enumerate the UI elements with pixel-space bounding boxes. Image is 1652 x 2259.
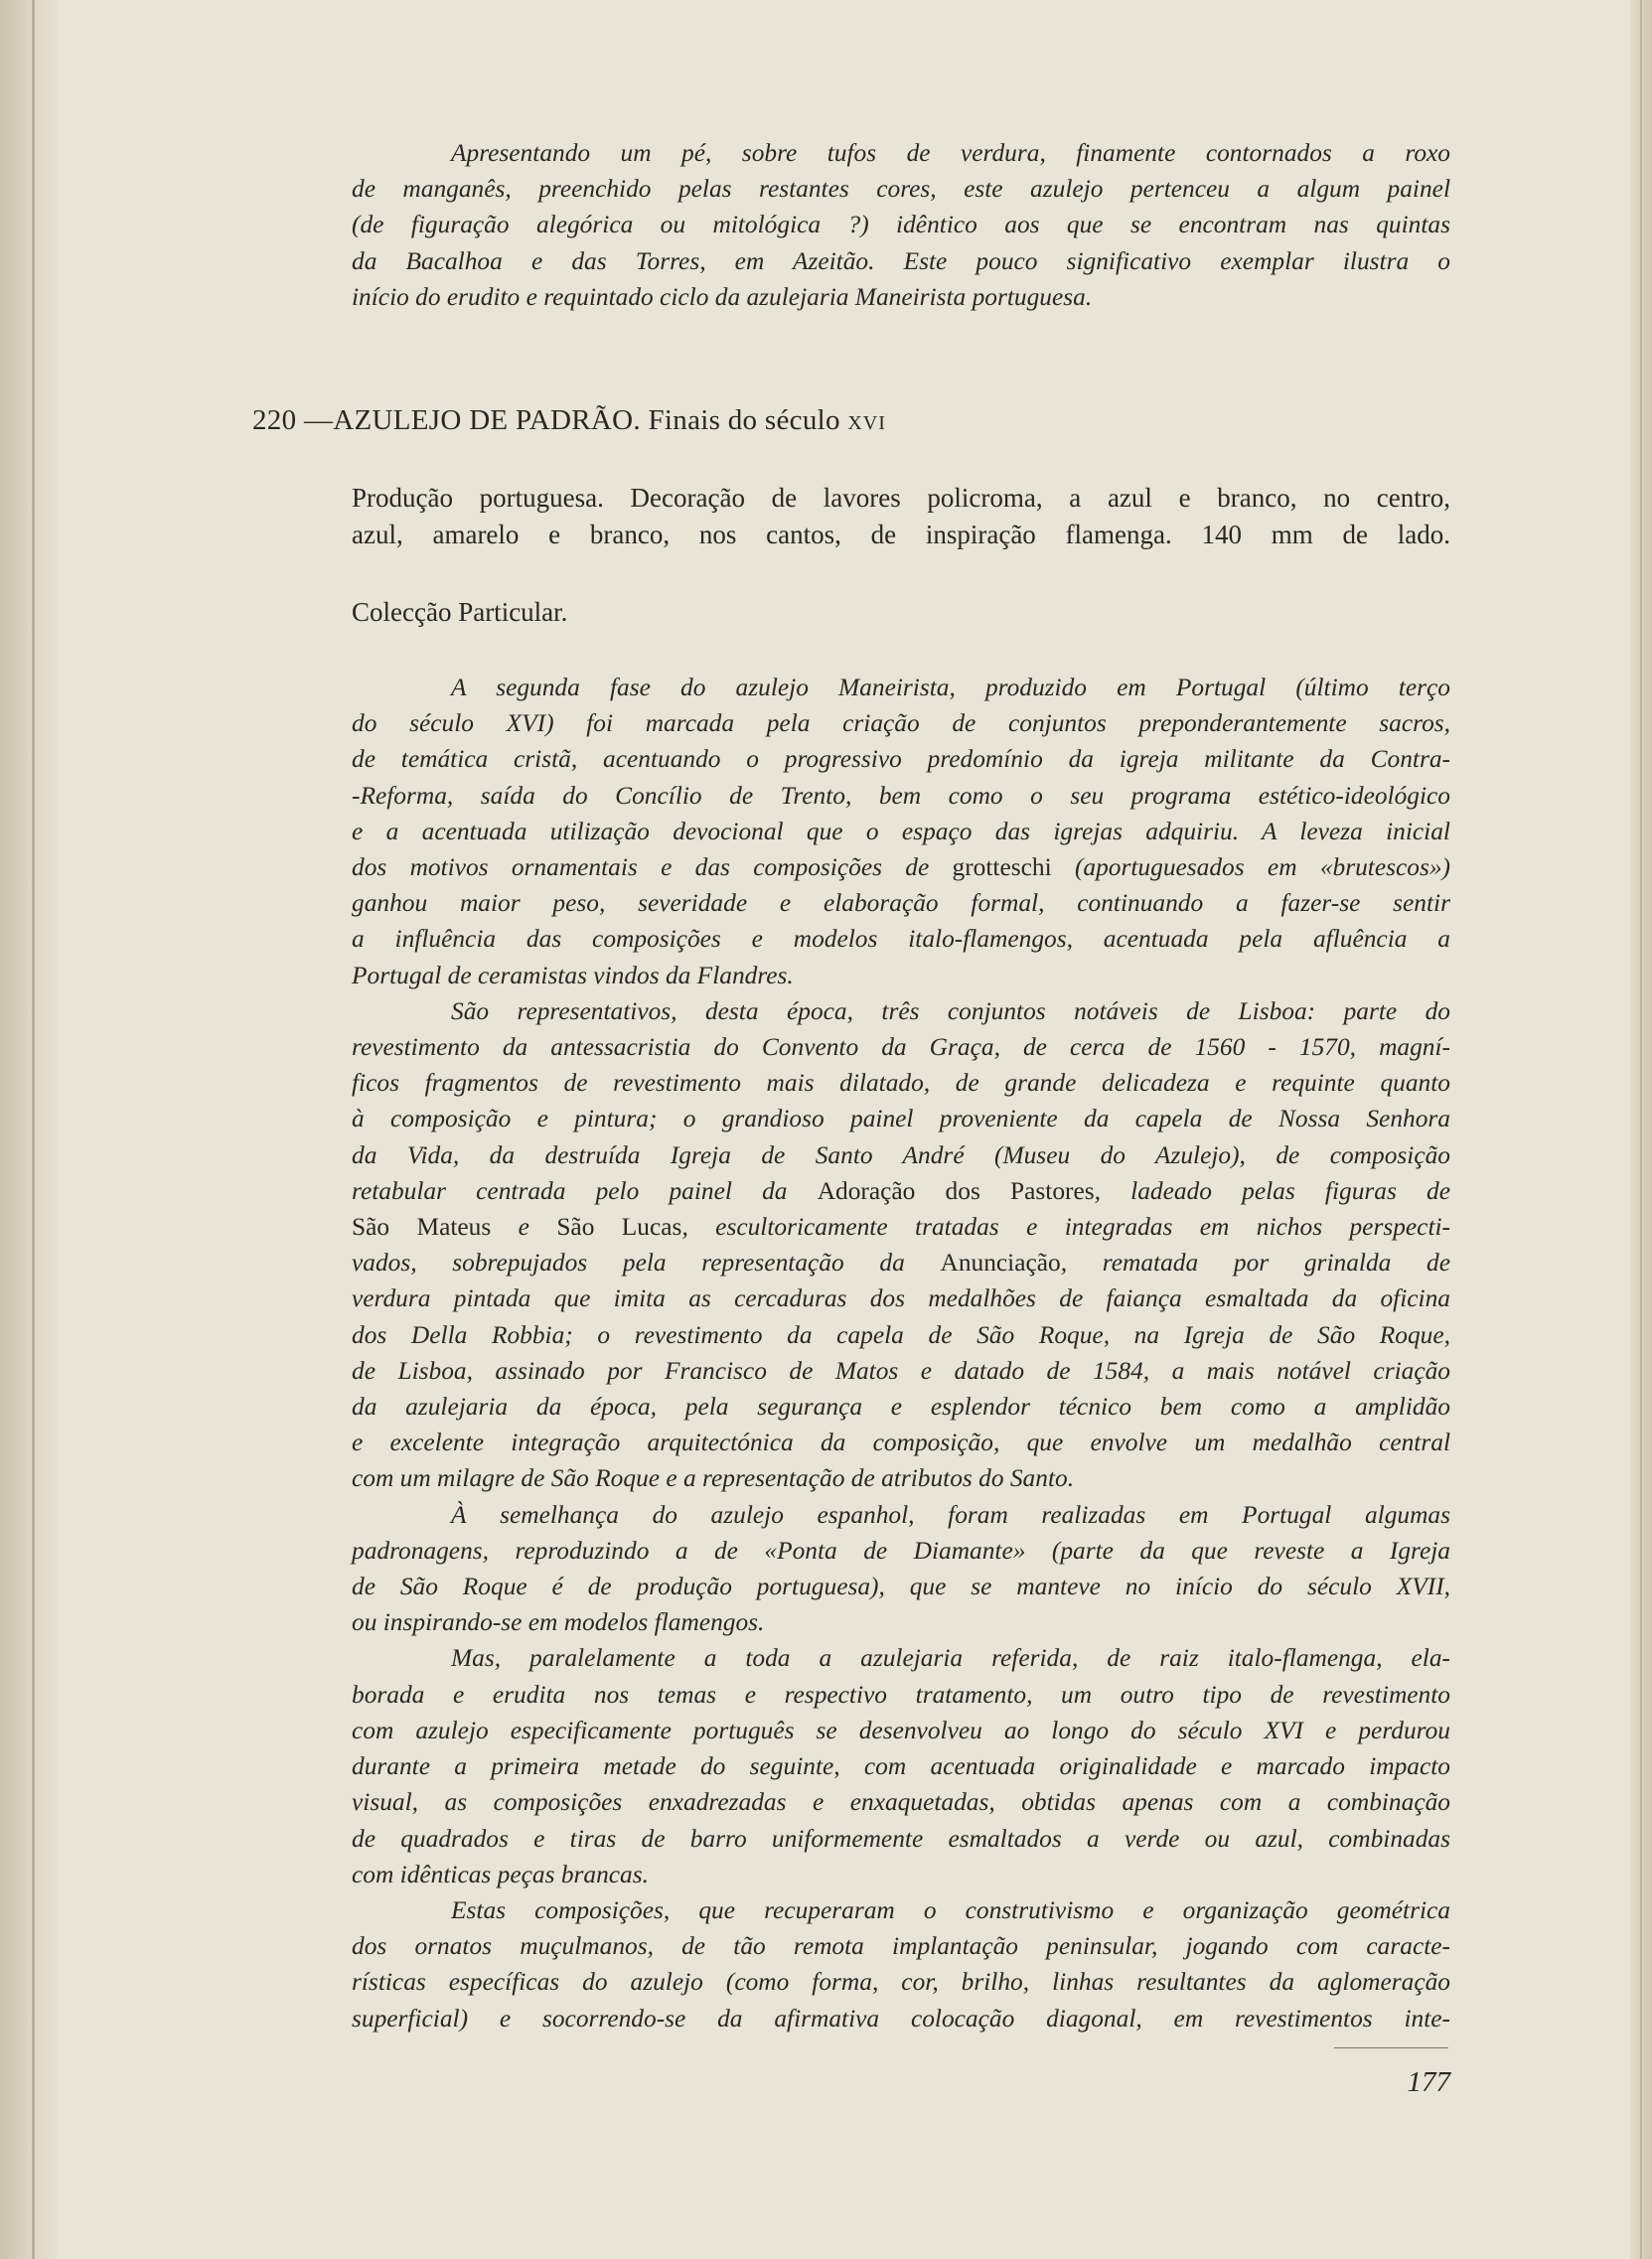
page-edge — [1630, 0, 1652, 2259]
text-line: e a acentuada utilização devocional que o espaço das igrejas adquiriu. A leveza inicial — [352, 817, 1450, 845]
footer-rule — [1334, 2047, 1448, 2048]
text-line: da Bacalhoa e das Torres, em Azeitão. Este pouco significativo exemplar ilustra o — [352, 246, 1450, 275]
entry-number: 220 — [252, 404, 297, 436]
text-line: de temática cristã, acentuando o progressivo predomínio da igreja militante da Contra- — [352, 745, 1450, 774]
text-line: e excelente integração arquitectónica da composição, que envolve um medalhão central — [352, 1429, 1450, 1457]
text-line: dos ornatos muçulmanos, de tão remota implantação peninsular, jogando com caracte- — [352, 1932, 1450, 1961]
intro-paragraph — [352, 135, 1450, 315]
text-line: à composição e pintura; o grandioso painel proveniente da capela de Nossa Senhora — [352, 1105, 1450, 1133]
text-line: (de figuração alegórica ou mitológica ?) idêntico aos que se encontram nas quintas — [352, 211, 1450, 239]
roman-term: São Mateus — [352, 1213, 492, 1242]
text-line: padronagens, reproduzindo a de «Ponta de Diamante» (parte da que reveste a Igreja — [352, 1536, 1450, 1565]
text-line: Produção portuguesa. Decoração de lavores policroma, a azul e branco, no centro, — [352, 483, 1450, 513]
text-line: a influência das composições e modelos italo-flamengos, acentuada pela afluência a — [352, 925, 1450, 954]
text-line: Mas, paralelamente a toda a azulejaria referida, de raiz italo-flamenga, ela- — [451, 1644, 1450, 1673]
text-segment: vados, sobrepujados pela representação da — [352, 1249, 941, 1278]
text-line: ficos fragmentos de revestimento mais dilatado, de grande delicadeza e requinte quanto — [352, 1069, 1450, 1098]
text-line: da Vida, da destruída Igreja de Santo André (Museu do Azulejo), de composição — [352, 1140, 1450, 1169]
text-line: São representativos, desta época, três conjuntos notáveis de Lisboa: parte do — [451, 996, 1450, 1025]
text-line: Portugal de ceramistas vindos da Flandres. — [352, 961, 794, 989]
text-line: revestimento da antessacristia do Convento da Graça, de cerca de 1560 - 1570, magní- — [352, 1033, 1450, 1062]
text-line: A segunda fase do azulejo Maneirista, produzido em Portugal (último terço — [451, 674, 1450, 701]
text-line-mixed — [352, 849, 1450, 885]
text-line: de São Roque é de produção portuguesa), que se manteve no início do século XVII, — [352, 1573, 1450, 1601]
text-line: Apresentando um pé, sobre tufos de verdura, finamente contornados a roxo — [451, 139, 1450, 167]
entry-date: Finais do século — [648, 404, 840, 436]
entry-dash: — — [303, 404, 334, 436]
text-line: superficial) e socorrendo-se da afirmativa colocação diagonal, em revestimentos inte- — [352, 2004, 1450, 2033]
text-line: rísticas específicas do azulejo (como forma, cor, brilho, linhas resultantes da aglomeração — [352, 1968, 1450, 1997]
text-segment: , rematada por grinalda de — [1060, 1249, 1451, 1278]
page-edge-line — [1640, 0, 1642, 2259]
entry-title: AZULEJO DE PADRÃO. — [333, 404, 641, 436]
roman-term: grotteschi — [952, 853, 1052, 882]
entry-description — [352, 480, 1450, 553]
text-line: início do erudito e requintado ciclo da azulejaria Maneirista portuguesa. — [352, 282, 1093, 311]
text-line: da azulejaria da época, pela segurança e esplendor técnico bem como a amplidão — [352, 1393, 1450, 1422]
text-line: com idênticas peças brancas. — [352, 1860, 649, 1888]
roman-term: Anunciação — [940, 1249, 1061, 1278]
book-gutter — [0, 0, 58, 2259]
text-line: do século XVI) foi marcada pela criação de conjuntos preponderantemente sacros, — [352, 709, 1450, 738]
text-line: de manganês, preenchido pelas restantes cores, este azulejo pertenceu a algum painel — [352, 175, 1450, 204]
text-line: verdura pintada que imita as cercaduras dos medalhões de faiança esmaltada da oficina — [352, 1284, 1450, 1313]
text-line: com azulejo especificamente português se desenvolveu ao longo do século XVI e perdurou — [352, 1716, 1450, 1744]
spine-shadow — [32, 0, 35, 2259]
text-line: À semelhança do azulejo espanhol, foram realizadas em Portugal algumas — [451, 1500, 1450, 1529]
text-line: Estas composições, que recuperaram o construtivismo e organização geométrica — [451, 1895, 1450, 1924]
roman-term: São Lucas — [556, 1213, 682, 1242]
text-line: dos Della Robbia; o revestimento da capela de São Roque, na Igreja de São Roque, — [352, 1320, 1450, 1349]
collection-label: Colecção Particular. — [352, 597, 568, 627]
commentary — [352, 670, 1450, 2036]
text-segment: , escultoricamente tratadas e integradas em nichos perspecti- — [681, 1213, 1451, 1242]
text-segment: , ladeado pelas figuras de — [1094, 1176, 1450, 1205]
text-line-mixed — [352, 1209, 1450, 1245]
text-line: de quadrados e tiras de barro uniformemente esmaltados a verde ou azul, combinadas — [352, 1824, 1450, 1853]
text-segment: retabular centrada pelo painel da — [352, 1176, 818, 1205]
text-line: ganhou maior peso, severidade e elaboração formal, continuando a fazer-se sentir — [352, 889, 1450, 918]
roman-term: Adoração dos Pastores — [817, 1176, 1095, 1205]
entry-heading — [252, 402, 1444, 441]
text-line: azul, amarelo e branco, nos cantos, de inspiração flamenga. 140 mm de lado. — [352, 520, 1450, 549]
text-line: durante a primeira metade do seguinte, com acentuada originalidade e marcado impacto — [352, 1752, 1450, 1781]
text-segment: dos motivos ornamentais e das composições de — [352, 853, 953, 882]
entry-collection — [352, 594, 1450, 631]
text-line: -Reforma, saída do Concílio de Trento, bem como o seu programa estético-ideológico — [352, 781, 1450, 810]
entry-century: XVI — [847, 412, 886, 434]
text-line: ou inspirando-se em modelos flamengos. — [352, 1608, 765, 1637]
text-segment: (aportuguesados em «brutescos») — [1051, 853, 1450, 882]
text-line-mixed — [352, 1245, 1450, 1280]
text-line: visual, as composições enxadrezadas e enxaquetadas, obtidas apenas com a combinação — [352, 1788, 1450, 1817]
text-line-mixed — [352, 1173, 1450, 1209]
text-line: com um milagre de São Roque e a representação de atributos do Santo. — [352, 1464, 1075, 1493]
text-segment: e — [491, 1213, 557, 1242]
text-line: de Lisboa, assinado por Francisco de Matos e datado de 1584, a mais notável criação — [352, 1356, 1450, 1385]
page-number: 177 — [1407, 2066, 1450, 2098]
text-line: borada e erudita nos temas e respectivo tratamento, um outro tipo de revestimento — [352, 1680, 1450, 1709]
